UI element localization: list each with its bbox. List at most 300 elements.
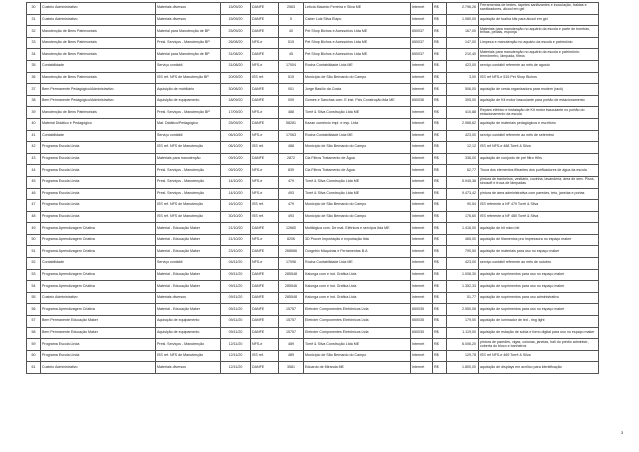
document-type-cell: DANFE: [251, 246, 279, 258]
document-type-cell: NFS-e: [251, 176, 279, 188]
budget-program-cell: Programa Aprendizagem Criativa: [41, 269, 156, 281]
expense-category-cell: Materiais diversos: [156, 292, 221, 304]
expense-category-cell: Aquisição de mobiliário: [156, 84, 221, 96]
payment-method-cell: 650037: [411, 49, 433, 61]
row-number-cell: 38: [27, 95, 41, 107]
supplier-cell: Pet Shop Bichos e Acessórios Ltda ME: [304, 49, 411, 61]
document-number-cell: 488: [279, 142, 304, 154]
budget-program-cell: Programa Escola Linda: [41, 176, 156, 188]
table-row: [27, 60, 599, 72]
expense-category-cell: Presl. Serviços - Manutenção: [156, 339, 221, 351]
description-cell: aquisição de materiais pedagógicos e escritório: [479, 118, 599, 130]
document-number-cell: 515: [279, 37, 304, 49]
document-type-cell: DANFE: [251, 304, 279, 316]
budget-program-cell: Manutenção de Bens Patrimoniais: [41, 37, 156, 49]
supplier-cell: Kalunga com e ind. Gráfica Ltda: [304, 292, 411, 304]
document-type-cell: DANFE: [251, 327, 279, 339]
document-type-cell: DANFE: [251, 292, 279, 304]
budget-program-cell: Custeio Administrativo: [41, 14, 156, 26]
amount-cell: 147,00: [447, 37, 479, 49]
row-number-cell: 42: [27, 142, 41, 154]
document-number-cell: 3581: [279, 362, 304, 374]
table-row: [27, 14, 599, 26]
supplier-cell: Ourgetrix Máquinas e Ferramentas B.A: [304, 246, 411, 258]
currency-cell: R$: [433, 142, 447, 154]
row-number-cell: 59: [27, 339, 41, 351]
payment-method-cell: Internet: [411, 211, 433, 223]
row-number-cell: 40: [27, 118, 41, 130]
table-row: [27, 37, 599, 49]
currency-cell: R$: [433, 339, 447, 351]
date-cell: 20/09/20: [221, 72, 251, 84]
amount-cell: 6.006,20: [447, 339, 479, 351]
document-number-cell: 5: [279, 14, 304, 26]
document-number-cell: 493: [279, 188, 304, 200]
description-cell: Reparo elétrico e instalação de Kit motor basculante no portão do estacionamento da escola: [479, 107, 599, 119]
currency-cell: R$: [433, 211, 447, 223]
currency-cell: R$: [433, 362, 447, 374]
date-cell: 06/10/20: [221, 130, 251, 142]
date-cell: 09/11/20: [221, 304, 251, 316]
row-number-cell: 53: [27, 269, 41, 281]
description-cell: pintura de paredes, vigas, colunas, janelas, hall do prédio administr., coberta do bloco e banheiros: [479, 339, 599, 351]
amount-cell: 3,00: [447, 72, 479, 84]
date-cell: 25/09/20: [221, 118, 251, 130]
description-cell: ISS ref NFS-e 488 Torrê & Silva: [479, 142, 599, 154]
table-row: [27, 327, 599, 339]
supplier-cell: Torrê & Silva Construção Ltda ME: [304, 107, 411, 119]
payment-method-cell: 650036: [411, 95, 433, 107]
table-row: [27, 130, 599, 142]
amount-cell: 2.796,26: [447, 3, 479, 15]
date-cell: 12/11/20: [221, 339, 251, 351]
supplier-cell: Kalunga com e ind. Gráfica Ltda: [304, 269, 411, 281]
document-number-cell: 839: [279, 165, 304, 177]
expense-category-cell: Mat. Didático/Pedagógico: [156, 118, 221, 130]
document-number-cell: 479: [279, 176, 304, 188]
supplier-cell: Kazan comércio impl. e esp. Ltda: [304, 118, 411, 130]
document-number-cell: 12660: [279, 223, 304, 235]
expense-category-cell: Aquisição de equipamento: [156, 95, 221, 107]
expense-category-cell: Materiais diversos: [156, 362, 221, 374]
supplier-cell: Município de São Bernardo do Campo: [304, 142, 411, 154]
expense-table-sheet: [26, 2, 598, 374]
currency-cell: R$: [433, 258, 447, 270]
document-number-cell: 17063: [279, 130, 304, 142]
currency-cell: R$: [433, 107, 447, 119]
date-cell: 30/10/20: [221, 211, 251, 223]
expense-category-cell: ISS ref. NFS de Manutenção BP: [156, 72, 221, 84]
row-number-cell: 43: [27, 153, 41, 165]
document-type-cell: NFS-e: [251, 165, 279, 177]
document-number-cell: 479: [279, 200, 304, 212]
amount-cell: 1.080,00: [447, 14, 479, 26]
supplier-cell: Torrê & Silva Construção Ltda ME: [304, 188, 411, 200]
amount-cell: 2.968,62: [447, 118, 479, 130]
payment-method-cell: Internet: [411, 142, 433, 154]
budget-program-cell: Material Didático e Pedagógico: [41, 118, 156, 130]
payment-method-cell: Internet: [411, 118, 433, 130]
description-cell: pintura de área administrativa com paredes, teto, janelas e portas: [479, 188, 599, 200]
currency-cell: R$: [433, 165, 447, 177]
description-cell: aquisição de suprimentos para uso no espaço maker: [479, 269, 599, 281]
budget-program-cell: Programa Escola Linda: [41, 165, 156, 177]
expense-category-cell: Aquisição de equipamento: [156, 327, 221, 339]
document-type-cell: DANFE: [251, 14, 279, 26]
budget-program-cell: Programa Escola Linda: [41, 339, 156, 351]
payment-method-cell: Internet: [411, 60, 433, 72]
currency-cell: R$: [433, 72, 447, 84]
supplier-cell: Município de São Bernardo do Campo: [304, 350, 411, 362]
supplier-cell: Jorge Basílio da Costa: [304, 84, 411, 96]
description-cell: aquisição de estação de solda e forno digital para uso no espaço maker: [479, 327, 599, 339]
payment-method-cell: Internet: [411, 200, 433, 212]
amount-cell: 305,00: [447, 95, 479, 107]
table-row: [27, 339, 599, 351]
document-type-cell: DANFE: [251, 95, 279, 107]
budget-program-cell: Manutenção de Bens Patrimoniais: [41, 107, 156, 119]
document-number-cell: 15757: [279, 304, 304, 316]
currency-cell: R$: [433, 3, 447, 15]
document-type-cell: ISS ref.: [251, 211, 279, 223]
payment-method-cell: Internet: [411, 339, 433, 351]
row-number-cell: 60: [27, 350, 41, 362]
table-row: [27, 234, 599, 246]
table-row: [27, 188, 599, 200]
document-type-cell: NFS-e: [251, 37, 279, 49]
supplier-cell: Cia Filtros Tratamento de Água: [304, 153, 411, 165]
document-number-cell: 493: [279, 211, 304, 223]
budget-program-cell: Bem Permanente Educação Maker: [41, 316, 156, 328]
row-number-cell: 30: [27, 3, 41, 15]
budget-program-cell: Programa Aprendizagem Criativa: [41, 281, 156, 293]
budget-program-cell: Custeio Administrativo: [41, 292, 156, 304]
payment-method-cell: 650035: [411, 327, 433, 339]
document-type-cell: DANFE: [251, 3, 279, 15]
supplier-cell: Município de São Bernardo do Campo: [304, 200, 411, 212]
table-row: [27, 223, 599, 235]
supplier-cell: Município de São Bernardo do Campo: [304, 72, 411, 84]
budget-program-cell: Contabilidade: [41, 130, 156, 142]
date-cell: 17/09/20: [221, 107, 251, 119]
description-cell: Materiais para manutenção no aquário da escola e parte de bombas, telhas, pedais, esponja: [479, 26, 599, 38]
date-cell: 09/11/20: [221, 316, 251, 328]
amount-cell: 423,00: [447, 130, 479, 142]
amount-cell: 2.550,06: [447, 304, 479, 316]
amount-cell: 423,00: [447, 258, 479, 270]
date-cell: 09/11/20: [221, 292, 251, 304]
expense-category-cell: Materiais diversos: [156, 3, 221, 15]
currency-cell: R$: [433, 269, 447, 281]
description-cell: ISS ref NFS-e 489 Torrê & Silva: [479, 350, 599, 362]
document-number-cell: 8206: [279, 234, 304, 246]
currency-cell: R$: [433, 234, 447, 246]
amount-cell: 1.119,00: [447, 327, 479, 339]
document-number-cell: 489: [279, 350, 304, 362]
budget-program-cell: Programa Escola Linda: [41, 153, 156, 165]
description-cell: Materiais para manutenção no aquário da escola e patrimônio: termômetro, lâmpada, filtros: [479, 49, 599, 61]
table-row: [27, 118, 599, 130]
payment-method-cell: Internet: [411, 223, 433, 235]
row-number-cell: 55: [27, 292, 41, 304]
supplier-cell: Eletroler Componentes Eletrônicos Ltda: [304, 304, 411, 316]
payment-method-cell: Internet: [411, 14, 433, 26]
description-cell: aquisição de cesta organizadora para modem (rack): [479, 84, 599, 96]
table-row: [27, 153, 599, 165]
budget-program-cell: Bem Permanente Educação Maker: [41, 327, 156, 339]
currency-cell: R$: [433, 95, 447, 107]
currency-cell: R$: [433, 130, 447, 142]
table-row: [27, 107, 599, 119]
table-row: [27, 316, 599, 328]
document-type-cell: NFS-e: [251, 130, 279, 142]
supplier-cell: Gomes e Sanchas com. E inst. Pcis Construção ltda ME: [304, 95, 411, 107]
expense-category-cell: Material para Manutenção de BP: [156, 26, 221, 38]
table-row: [27, 165, 599, 177]
payment-method-cell: Internet: [411, 246, 433, 258]
expense-category-cell: Presl. Serviços - Manutenção: [156, 176, 221, 188]
date-cell: 26/08/20: [221, 37, 251, 49]
supplier-cell: Cia Filtros Tratamento de Água: [304, 165, 411, 177]
date-cell: 09/10/20: [221, 153, 251, 165]
document-type-cell: NFS-e: [251, 339, 279, 351]
payment-method-cell: Internet: [411, 165, 433, 177]
payment-method-cell: Internet: [411, 350, 433, 362]
document-number-cell: 489: [279, 339, 304, 351]
currency-cell: R$: [433, 118, 447, 130]
currency-cell: R$: [433, 316, 447, 328]
amount-cell: 423,00: [447, 60, 479, 72]
budget-program-cell: Manutenção de Bens Patrimoniais: [41, 72, 156, 84]
payment-method-cell: 650037: [411, 37, 433, 49]
document-type-cell: ISS ref.: [251, 350, 279, 362]
supplier-cell: Pet Shop Bichos e Acessórios Ltda ME: [304, 26, 411, 38]
supplier-cell: Multilógica com. De mat. Elétricos e serviços ltda ME: [304, 223, 411, 235]
row-number-cell: 52: [27, 258, 41, 270]
table-row: [27, 362, 599, 374]
document-number-cell: 15757: [279, 316, 304, 328]
budget-program-cell: Custeio Administrativo: [41, 362, 156, 374]
document-type-cell: DANFE: [251, 49, 279, 61]
row-number-cell: 32: [27, 26, 41, 38]
table-row: [27, 269, 599, 281]
expense-category-cell: Material - Educação Maker: [156, 281, 221, 293]
currency-cell: R$: [433, 14, 447, 26]
row-number-cell: 57: [27, 316, 41, 328]
payment-method-cell: Internet: [411, 234, 433, 246]
document-type-cell: ISS ref.: [251, 200, 279, 212]
currency-cell: R$: [433, 350, 447, 362]
table-row: [27, 84, 599, 96]
budget-program-cell: Bem Permanente Pedagógico/Administrativo: [41, 95, 156, 107]
date-cell: 09/10/20: [221, 165, 251, 177]
document-number-cell: 17004: [279, 60, 304, 72]
description-cell: aquisição de suprimentos para uso no espaço maker: [479, 304, 599, 316]
supplier-cell: Letícia Macedo Ferreira e Silva ME: [304, 3, 411, 15]
description-cell: serviço contábil referente ao mês de outubro: [479, 258, 599, 270]
document-type-cell: ISS ref.: [251, 142, 279, 154]
description-cell: aquisição de displays em acrílico para identificação: [479, 362, 599, 374]
row-number-cell: 50: [27, 234, 41, 246]
document-number-cell: 285548: [279, 292, 304, 304]
description-cell: ISS referente a NF 480 Torrê & Silva: [479, 211, 599, 223]
budget-program-cell: Programa Aprendizagem Criativa: [41, 304, 156, 316]
amount-cell: 12,12: [447, 142, 479, 154]
row-number-cell: 51: [27, 246, 41, 258]
row-number-cell: 44: [27, 165, 41, 177]
amount-cell: 62,77: [447, 165, 479, 177]
payment-method-cell: Internet: [411, 362, 433, 374]
description-cell: serviço contábil referente ao mês de setembro: [479, 130, 599, 142]
supplier-cell: Caber Luis Silva Elapo: [304, 14, 411, 26]
payment-method-cell: Internet: [411, 107, 433, 119]
supplier-cell: Torrê & Silva Construção Ltda ME: [304, 176, 411, 188]
table-row: [27, 246, 599, 258]
payment-method-cell: Internet: [411, 130, 433, 142]
payment-method-cell: Internet: [411, 3, 433, 15]
document-type-cell: NFS-e: [251, 60, 279, 72]
document-number-cell: 515: [279, 72, 304, 84]
document-type-cell: DANFE: [251, 84, 279, 96]
date-cell: 21/10/20: [221, 234, 251, 246]
expense-category-cell: Material - Educação Maker: [156, 223, 221, 235]
description-cell: aquisição de toalha kits para álcool em gel: [479, 14, 599, 26]
expense-category-cell: ISS ref. NFS de Manutenção: [156, 211, 221, 223]
amount-cell: 5.945,36: [447, 176, 479, 188]
amount-cell: 90,54: [447, 200, 479, 212]
table-row: [27, 3, 599, 15]
document-number-cell: 58281: [279, 118, 304, 130]
currency-cell: R$: [433, 60, 447, 72]
description-cell: ISS referente a NF 479 Torrê & Silva: [479, 200, 599, 212]
amount-cell: 1.352,33: [447, 281, 479, 293]
document-type-cell: DANFE: [251, 281, 279, 293]
payment-method-cell: Internet: [411, 72, 433, 84]
supplier-cell: Kalunga com e ind. Gráfica Ltda: [304, 281, 411, 293]
document-number-cell: 009: [279, 95, 304, 107]
date-cell: 25/09/20: [221, 26, 251, 38]
row-number-cell: 58: [27, 327, 41, 339]
document-number-cell: 17096: [279, 258, 304, 270]
currency-cell: R$: [433, 26, 447, 38]
description-cell: serviço contábil referente ao mês de agosto: [479, 60, 599, 72]
budget-program-cell: Programa Escola Linda: [41, 350, 156, 362]
document-number-cell: 2563: [279, 3, 304, 15]
table-row: [27, 200, 599, 212]
expense-category-cell: Aquisição de equipamento: [156, 316, 221, 328]
table-row: [27, 49, 599, 61]
description-cell: ISS ref NFS-e 515 Pet Shop Bichos: [479, 72, 599, 84]
budget-program-cell: Programa Escola Linda: [41, 211, 156, 223]
expense-category-cell: Serviço contábil: [156, 130, 221, 142]
document-number-cell: 15757: [279, 327, 304, 339]
description-cell: aquisição de suprimentos para uso administrativo: [479, 292, 599, 304]
date-cell: 04/11/20: [221, 258, 251, 270]
expense-category-cell: Material - Educação Maker: [156, 304, 221, 316]
date-cell: 14/10/20: [221, 188, 251, 200]
payment-method-cell: Internet: [411, 292, 433, 304]
expense-category-cell: ISS ref. NFS de Manutenção: [156, 142, 221, 154]
date-cell: 09/11/20: [221, 269, 251, 281]
amount-cell: 1.416,00: [447, 223, 479, 235]
supplier-cell: Município de São Bernardo do Campo: [304, 211, 411, 223]
payment-method-cell: Internet: [411, 153, 433, 165]
currency-cell: R$: [433, 37, 447, 49]
supplier-cell: Pet Shop Bichos e Acessórios Ltda ME: [304, 37, 411, 49]
row-number-cell: 61: [27, 362, 41, 374]
payment-method-cell: 650035: [411, 316, 433, 328]
document-type-cell: DANFE: [251, 118, 279, 130]
amount-cell: 129,78: [447, 350, 479, 362]
date-cell: 21/10/20: [221, 223, 251, 235]
description-cell: Troca dos elementos filtrantes dos purificadores de água da escola: [479, 165, 599, 177]
expense-table: [26, 2, 599, 374]
amount-cell: 179,00: [447, 316, 479, 328]
budget-program-cell: Programa Aprendizagem Criativa: [41, 234, 156, 246]
document-number-cell: 40: [279, 26, 304, 38]
table-row: [27, 258, 599, 270]
expense-category-cell: Serviço contábil: [156, 60, 221, 72]
row-number-cell: 46: [27, 188, 41, 200]
budget-program-cell: Manutenção de Bens Patrimoniais: [41, 49, 156, 61]
date-cell: 30/08/20: [221, 84, 251, 96]
supplier-cell: Torrê & Silva Construção Ltda ME: [304, 339, 411, 351]
table-row: [27, 72, 599, 84]
date-cell: 09/11/20: [221, 327, 251, 339]
payment-method-cell: Internet: [411, 84, 433, 96]
payment-method-cell: 650035: [411, 304, 433, 316]
budget-program-cell: Programa Aprendizagem Criativa: [41, 223, 156, 235]
row-number-cell: 49: [27, 223, 41, 235]
payment-method-cell: Internet: [411, 176, 433, 188]
budget-program-cell: Bem Permanente Pedagógico/Administrativo: [41, 84, 156, 96]
row-number-cell: 36: [27, 72, 41, 84]
description-cell: aquisição de Kit motor basculante para portão de estacionamento: [479, 95, 599, 107]
amount-cell: 790,50: [447, 246, 479, 258]
document-type-cell: NFS-e: [251, 234, 279, 246]
supplier-cell: Rocha Contabilidade Ltda ME: [304, 258, 411, 270]
description-cell: aquisição de kit micro bit: [479, 223, 599, 235]
amount-cell: 465,00: [447, 234, 479, 246]
description-cell: aquisição de luminador de led - ring light: [479, 316, 599, 328]
expense-category-cell: Presl. Serviços - Manutenção: [156, 188, 221, 200]
row-number-cell: 35: [27, 60, 41, 72]
table-row: [27, 26, 599, 38]
row-number-cell: 45: [27, 176, 41, 188]
document-number-cell: 285546: [279, 281, 304, 293]
document-number-cell: 268566: [279, 246, 304, 258]
document-type-cell: DANFE: [251, 316, 279, 328]
expense-category-cell: Material - Educação Maker: [156, 246, 221, 258]
document-type-cell: DANFE: [251, 269, 279, 281]
row-number-cell: 34: [27, 49, 41, 61]
date-cell: 14/10/20: [221, 176, 251, 188]
currency-cell: R$: [433, 246, 447, 258]
row-number-cell: 37: [27, 84, 41, 96]
document-number-cell: 488: [279, 107, 304, 119]
supplier-cell: Eletroler Componentes Eletrônicos Ltda: [304, 327, 411, 339]
currency-cell: R$: [433, 188, 447, 200]
description-cell: aquisição de materiais para uso no espaço maker: [479, 246, 599, 258]
expense-category-cell: Presl. Serviços - Manutenção: [156, 165, 221, 177]
amount-cell: 1.800,00: [447, 362, 479, 374]
payment-method-cell: 650037: [411, 26, 433, 38]
document-type-cell: DANFE: [251, 223, 279, 235]
row-number-cell: 56: [27, 304, 41, 316]
expense-category-cell: ISS ref. NFS de Manutenção: [156, 350, 221, 362]
currency-cell: R$: [433, 223, 447, 235]
amount-cell: 176,60: [447, 211, 479, 223]
